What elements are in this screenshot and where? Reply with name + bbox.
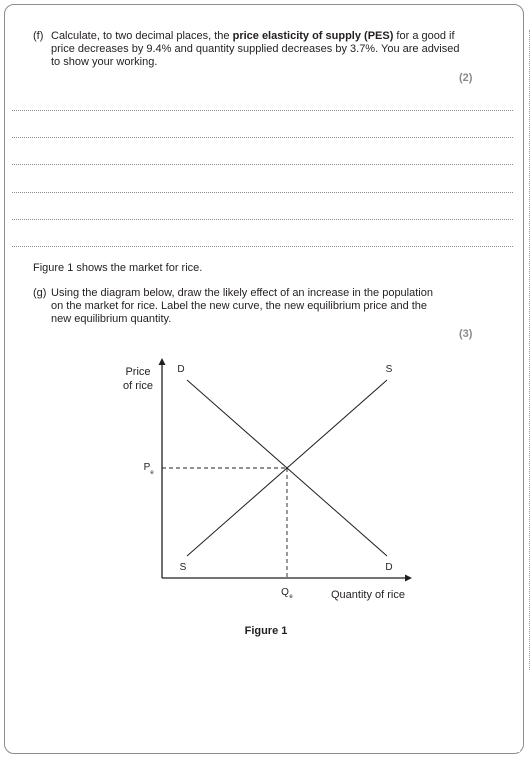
y-axis-label-line2: of rice: [123, 380, 153, 392]
y-axis-arrow: [159, 358, 166, 365]
x-axis-label: Quantity of rice: [331, 589, 405, 601]
question-f-bold: price elasticity of supply (PES): [232, 30, 394, 42]
question-g-marks: (3): [459, 328, 473, 340]
figure-intro: Figure 1 shows the market for rice.: [33, 262, 203, 274]
equilibrium-price-subscript: e: [150, 470, 154, 476]
equilibrium-price-label: P: [143, 462, 151, 473]
curve-s-label-top: S: [385, 364, 393, 375]
question-g-text: Using the diagram below, draw the likely effect of an increase in the population on the market for rice. Label the new curve, the new equilibrium price and the new equilibrium quantity.: [51, 287, 433, 325]
question-f-text-a: Calculate, to two decimal places, the: [51, 30, 233, 42]
question-g-number: (g): [33, 287, 47, 299]
question-f-text-b: for a good if price decreases by 9.4% and quantity supplied decreases by 3.7%. You are advised to show your working.: [51, 30, 460, 68]
equilibrium-quantity-label: Q: [281, 587, 289, 598]
corner-notch: [452, 746, 520, 752]
figure-caption: Figure 1: [244, 625, 288, 637]
curve-d-label-bottom: D: [385, 562, 393, 573]
curve-d-label-top: D: [177, 364, 185, 375]
curve-s-label-bottom: S: [179, 562, 187, 573]
equilibrium-quantity-subscript: e: [289, 594, 293, 600]
y-axis-label-line1: Price: [125, 366, 151, 378]
question-f-number: (f): [33, 30, 44, 42]
x-axis-arrow: [405, 575, 412, 582]
question-f-marks: (2): [459, 72, 473, 84]
